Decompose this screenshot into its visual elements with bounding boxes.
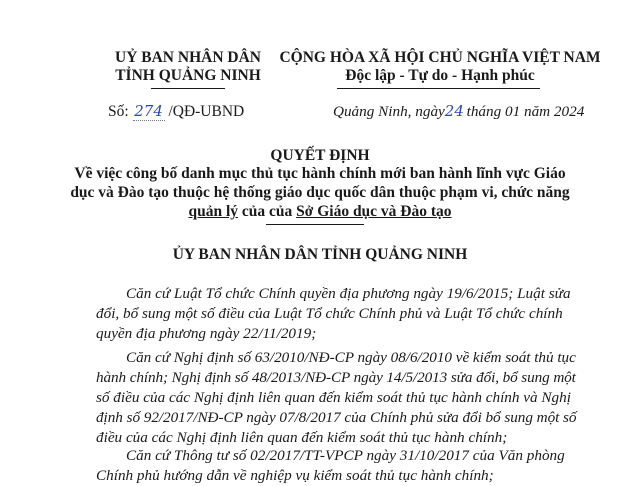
motto-underline <box>337 88 540 89</box>
legal-basis-paragraph-2 <box>96 348 576 448</box>
subject-plain: của của <box>238 203 297 220</box>
subject-line-3 <box>40 203 600 221</box>
org-underline <box>151 88 225 89</box>
handwritten-day: 24 <box>444 102 464 120</box>
number-suffix: /QĐ-UBND <box>168 103 245 120</box>
paragraph-line: Căn cứ Nghị định số 63/2010/NĐ-CP ngày 08/6/2010 về kiểm soát thủ tục <box>126 349 576 366</box>
issuer-name: ỦY BAN NHÂN DÂN TỈNH QUẢNG NINH <box>172 246 468 263</box>
paragraph-line: Căn cứ Thông tư số 02/2017/TT-VPCP ngày 31/10/2017 của Văn phòng <box>126 447 565 464</box>
paragraph-line: số điều của các Nghị định liên quan đến kiểm soát thủ tục hành chính và Nghị <box>96 389 571 406</box>
document-number <box>108 102 244 121</box>
legal-basis-paragraph-3 <box>96 446 576 486</box>
nation-motto: Độc lập - Tự do - Hạnh phúc <box>345 67 535 84</box>
paragraph-line: đổi, bổ sung một số điều của Luật Tổ chức Chính phủ và Luật Tổ chức chính <box>96 305 563 322</box>
date-suffix: tháng 01 năm 2024 <box>466 103 585 120</box>
paragraph-line: Chính phủ hướng dẫn về nghiệp vụ kiểm soát thủ tục hành chính; <box>96 467 494 484</box>
paragraph-line: Căn cứ Luật Tổ chức Chính quyền địa phương ngày 19/6/2015; Luật sửa <box>126 285 571 302</box>
org-name-line2: TỈNH QUẢNG NINH <box>115 67 261 84</box>
handwritten-number: 274 <box>134 102 163 120</box>
document-date <box>333 102 584 121</box>
subject-line-1: Về việc công bố danh mục thủ tục hành chính mới ban hành lĩnh vực Giáo <box>74 165 566 182</box>
date-prefix: Quảng Ninh, ngày <box>333 103 445 120</box>
subject-line-2: dục và Đào tạo thuộc hệ thống giáo dục quốc dân thuộc phạm vi, chức năng <box>70 184 570 201</box>
subject-underlined-c: Sở Giáo dục và Đào tạo <box>296 203 452 220</box>
paragraph-line: điều của các Nghị định liên quan đến kiểm soát thủ tục hành chính; <box>96 429 508 446</box>
subject-underlined-a: quản lý <box>188 203 238 220</box>
paragraph-line: quyền địa phương ngày 22/11/2019; <box>96 325 317 342</box>
nation-name: CỘNG HÒA XÃ HỘI CHỦ NGHĨA VIỆT NAM <box>279 49 601 66</box>
paragraph-line: định số 92/2017/NĐ-CP ngày 07/8/2017 của Chính phủ sửa đổi bổ sung một số <box>96 409 577 426</box>
org-name-line1: UỶ BAN NHÂN DÂN <box>115 49 261 66</box>
paragraph-line: hành chính; Nghị định số 48/2013/NĐ-CP ngày 14/5/2013 sửa đổi, bổ sung một <box>96 369 576 386</box>
legal-basis-paragraph-1 <box>96 284 576 344</box>
number-prefix: Số: <box>108 103 129 120</box>
document-heading: QUYẾT ĐỊNH <box>270 147 370 164</box>
title-underline <box>266 224 364 225</box>
